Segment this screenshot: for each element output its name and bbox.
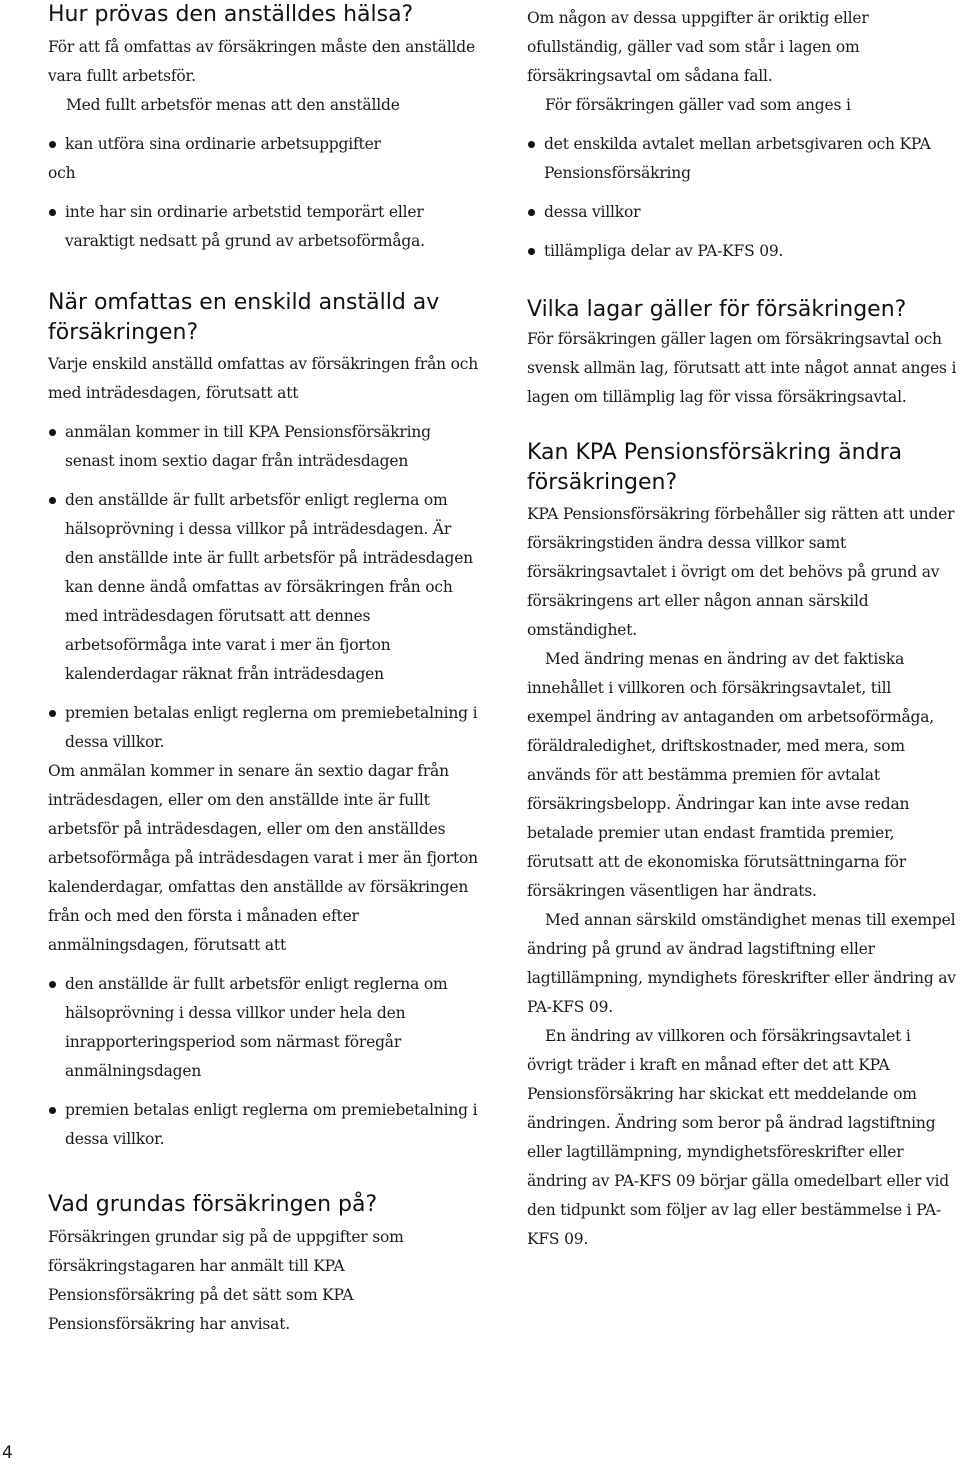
section-laws <box>527 295 957 412</box>
change-p1: KPA Pensionsförsäkring förbehåller sig rätten att under försäkringstiden ändra dessa villkor samt försäkringsavtalet i övrigt om det behövs på grund av försäkringens art eller någon annan särskild omständighet. <box>527 505 955 639</box>
basis-para: Försäkringen grundar sig på de uppgifter som försäkringstagaren har anmält till KPA Pensionsförsäkring på det sätt som KPA Pensionsförsäkring har anvisat. <box>48 1228 404 1333</box>
change-p2: Med ändring menas en ändring av det faktiska innehållet i villkoren och försäkringsavtalet, till exempel ändring av antaganden om arbetsoförmåga, föräldraledighet, driftskostnader, med mera, som används för att bestämma premien för avtalat försäkringsbelopp. Ändringar kan inte avse redan betalade premier utan endast framtida premier, förutsatt att de ekonomiska förutsättningarna för försäkringen väsentligen har ändrats. <box>527 650 935 900</box>
laws-para: För försäkringen gäller lagen om försäkringsavtal och svensk allmän lag, förutsatt att inte något annat anges i lagen om tillämplig lag för vissa försäkringsavtal. <box>527 330 957 406</box>
when-list-1 <box>48 418 480 757</box>
section-health-check <box>48 0 480 256</box>
validity-para: Om någon av dessa uppgifter är oriktig eller ofullständig, gäller vad som står i lagen om försäkringsavtal om sådana fall. <box>527 9 869 85</box>
health-list-1 <box>48 130 480 159</box>
bullet-icon <box>528 141 535 148</box>
bullet-icon <box>49 497 56 504</box>
health-och: och <box>48 164 76 182</box>
list-item: kan utföra sina ordinarie arbetsuppgifter <box>48 130 480 159</box>
list-item: dessa villkor <box>527 198 957 227</box>
bullet-icon <box>49 981 56 988</box>
change-p4: En ändring av villkoren och försäkringsavtalet i övrigt träder i kraft en månad efter det att KPA Pensionsförsäkring har skickat ett meddelande om ändringen. Ändring som beror på ändrad lagstiftning eller lagtillämpning, myndighetsföreskrifter eller ändring av PA-KFS 09 börjar gälla omedelbart eller vid den tidpunkt som följer av lag eller bestämmelse i PA-KFS 09. <box>527 1027 949 1248</box>
bullet-icon <box>528 248 535 255</box>
health-sub: Med fullt arbetsför menas att den anställde <box>66 96 400 114</box>
bullet-icon <box>528 209 535 216</box>
list-item: den anställde är fullt arbetsför enligt reglerna om hälsoprövning i dessa villkor under hela den inrapporteringsperiod som närmast föregår anmälningsdagen <box>48 970 480 1086</box>
bullet-icon <box>49 1107 56 1114</box>
list-item: anmälan kommer in till KPA Pensionsförsäkring senast inom sextio dagar från inträdesdagen <box>48 418 480 476</box>
heading-change: Kan KPA Pensionsförsäkring ändra försäkringen? <box>527 440 903 495</box>
bullet-icon <box>49 710 56 717</box>
when-para2: Om anmälan kommer in senare än sextio dagar från inträdesdagen, eller om den anställde inte är fullt arbetsför på inträdesdagen, eller om den anställdes arbetsoförmåga på inträdesdagen varat i mer än fjorton kalenderdagar, omfattas den anställde av försäkringen från och med den första i månaden efter anmälningsdagen, förutsatt att <box>48 762 478 954</box>
list-item: den anställde är fullt arbetsför enligt reglerna om hälsoprövning i dessa villkor på inträdesdagen. Är den anställde inte är fullt arbetsför på inträdesdagen kan denne ändå omfattas av försäkringen från och med inträdesdagen förutsatt att dennes arbetsoförmåga inte varat i mer än fjorton kalenderdagar räknat från inträdesdagen <box>48 486 480 689</box>
validity-list <box>527 130 957 266</box>
heading-when-covered: När omfattas en enskild anställd av försäkringen? <box>48 290 440 345</box>
when-list-2 <box>48 970 480 1154</box>
list-item: premien betalas enligt reglerna om premiebetalning i dessa villkor. <box>48 699 480 757</box>
section-change <box>527 438 957 1254</box>
validity-sub: För försäkringen gäller vad som anges i <box>545 96 851 114</box>
list-item: tillämpliga delar av PA-KFS 09. <box>527 237 957 266</box>
health-list-2 <box>48 198 480 256</box>
bullet-icon <box>49 429 56 436</box>
heading-health-check: Hur prövas den anställdes hälsa? <box>48 2 414 27</box>
list-item: premien betalas enligt reglerna om premiebetalning i dessa villkor. <box>48 1096 480 1154</box>
list-item: det enskilda avtalet mellan arbetsgivaren och KPA Pensionsförsäkring <box>527 130 957 188</box>
section-basis <box>48 1190 480 1339</box>
page-number: 4 <box>2 1443 13 1463</box>
bullet-icon <box>49 209 56 216</box>
heading-basis: Vad grundas försäkringen på? <box>48 1192 378 1217</box>
heading-laws: Vilka lagar gäller för försäkringen? <box>527 297 907 322</box>
list-item: inte har sin ordinarie arbetstid temporärt eller varaktigt nedsatt på grund av arbetsoförmåga. <box>48 198 480 256</box>
when-intro: Varje enskild anställd omfattas av försäkringen från och med inträdesdagen, förutsatt att <box>48 355 479 402</box>
section-when-covered <box>48 288 480 1154</box>
change-p3: Med annan särskild omständighet menas till exempel ändring på grund av ändrad lagstiftning eller lagtillämpning, myndighets föreskrifter eller ändring av PA-KFS 09. <box>527 911 956 1016</box>
bullet-icon <box>49 141 56 148</box>
health-intro: För att få omfattas av försäkringen måste den anställde vara fullt arbetsför. <box>48 38 475 85</box>
section-validity <box>527 4 957 266</box>
